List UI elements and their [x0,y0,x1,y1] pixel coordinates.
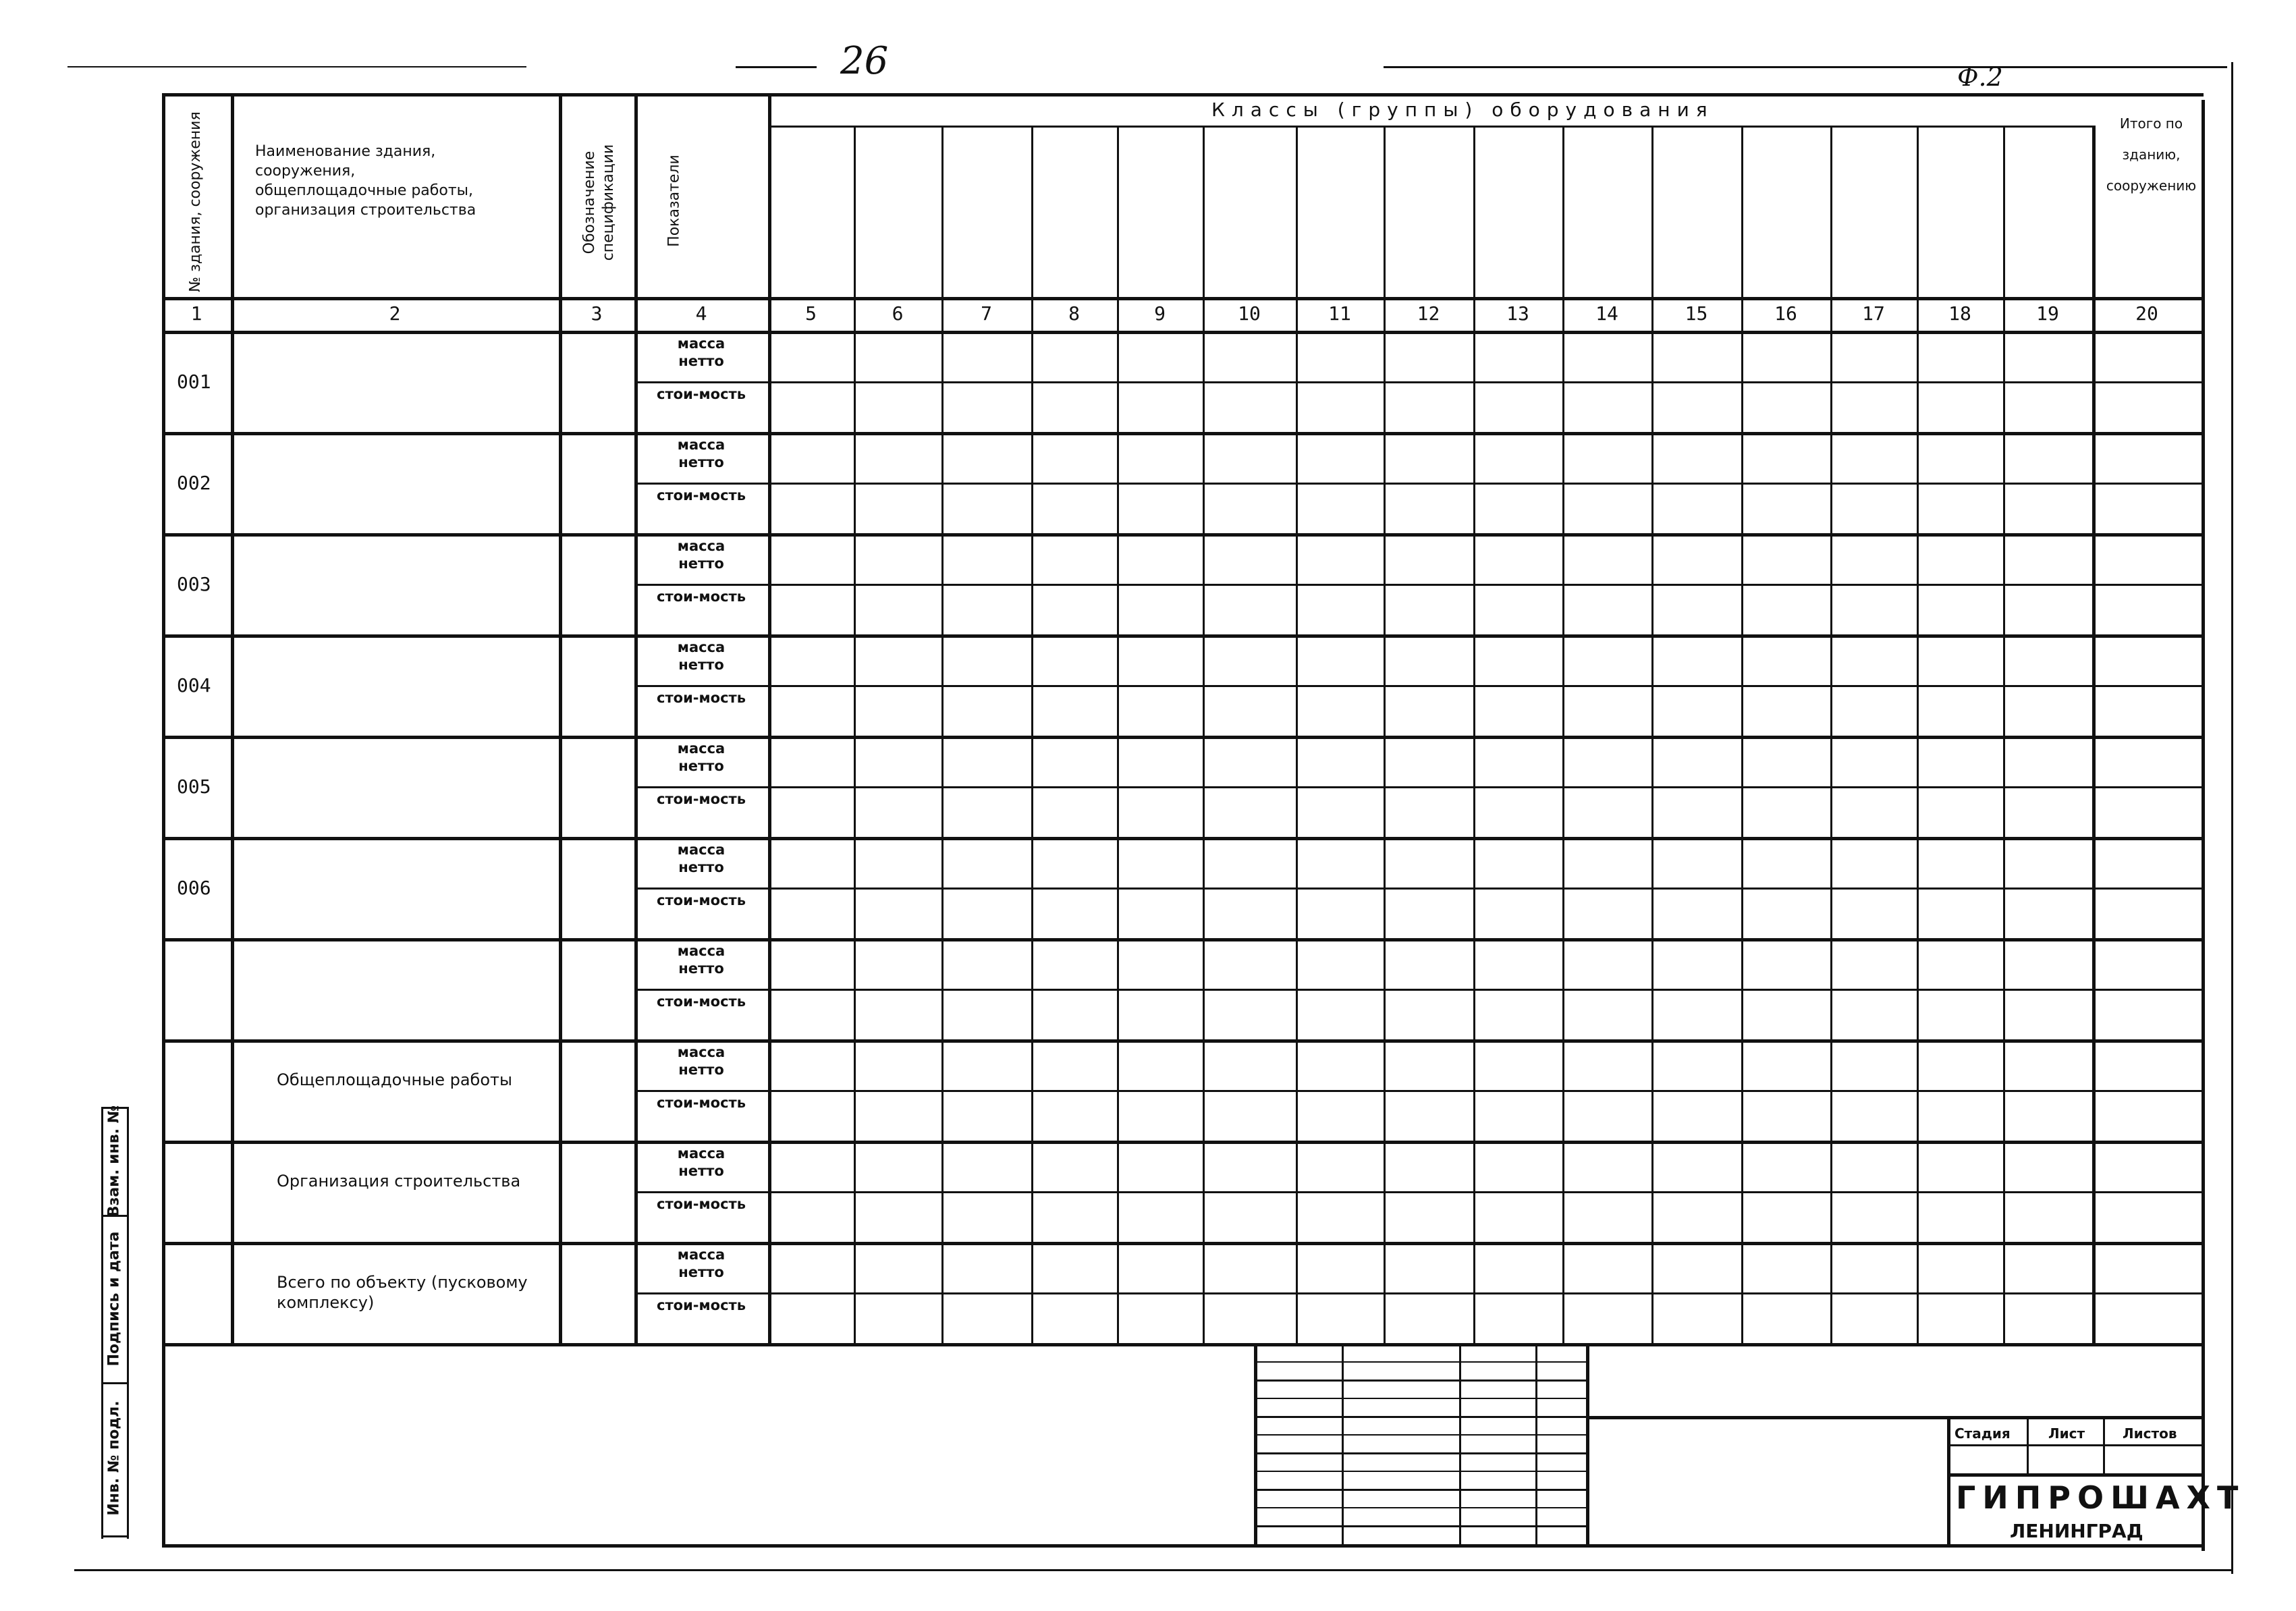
column-number: 2 [389,302,401,325]
indicator-cost: стои-мость [657,1095,746,1111]
column-number: 13 [1506,302,1529,325]
column-number: 14 [1595,302,1618,325]
stamp-row-line [1254,1525,1586,1527]
header-col3: Обозначение спецификации [581,144,617,261]
indicator-cost: стои-мость [657,993,746,1010]
column-number: 12 [1417,302,1440,325]
indicator-cost: стои-мость [657,589,746,605]
stamp-row-line [1254,1380,1586,1382]
indicator-mass: масса нетто [677,1044,726,1078]
indicator-cost: стои-мость [657,487,746,503]
stamp-row-line [1254,1416,1586,1418]
stamp-row-line [1254,1452,1586,1454]
stamp-row-line [1254,1489,1586,1491]
subrow-divider [634,989,2204,991]
column-number: 15 [1685,302,1708,325]
column-number: 16 [1774,302,1797,325]
subrow-divider [634,1090,2204,1092]
header-col4: Показатели [665,155,683,247]
column-number: 11 [1328,302,1351,325]
indicator-mass: масса нетто [677,943,726,977]
row-name: Всего по объекту (пусковому комплексу) [277,1273,528,1312]
row-divider [162,634,2204,638]
org-name: ГИПРОШАХТ [1956,1479,2245,1516]
stamp-row-line [1254,1507,1586,1508]
indicator-cost: стои-мость [657,386,746,402]
row-code: 003 [177,573,211,595]
row-divider [162,1242,2204,1245]
row-code: 002 [177,472,211,494]
column-number: 3 [591,302,603,325]
page-number: 26 [840,39,889,83]
indicator-mass: масса нетто [677,842,726,875]
indicator-mass: масса нетто [677,437,726,470]
row-divider [162,432,2204,435]
indicator-cost: стои-мость [657,1196,746,1212]
header-classes-title: Классы (группы) оборудования [1211,99,1714,121]
header-col2: Наименование здания, сооружения, общеплощадочные работы, организация строительства [255,143,476,219]
column-number: 8 [1068,302,1080,325]
subrow-divider [634,685,2204,687]
row-code: 001 [177,371,211,393]
column-number: 18 [1948,302,1971,325]
org-city: ЛЕНИНГРАД [2010,1520,2143,1542]
column-divider [559,93,562,1343]
stamp-row-line [1254,1361,1586,1363]
column-number: 20 [2135,302,2158,325]
column-number: 19 [2036,302,2059,325]
row-code: 005 [177,775,211,798]
side-stamp-inv-repl: Взам. инв. № [105,1105,123,1218]
column-number: 10 [1238,302,1261,325]
column-number: 17 [1862,302,1885,325]
subrow-divider [634,584,2204,586]
column-number: 5 [805,302,817,325]
stamp-row-line [1254,1434,1586,1436]
column-number: 6 [892,302,904,325]
row-divider [162,938,2204,941]
stamp-row-line [1254,1398,1586,1399]
subrow-divider [634,483,2204,485]
stamp-row-line [1254,1471,1586,1472]
row-code: 006 [177,877,211,899]
indicator-mass: масса нетто [677,335,726,369]
indicator-cost: стои-мость [657,791,746,807]
column-number: 4 [695,302,707,325]
subrow-divider [634,1191,2204,1193]
subrow-divider [634,1292,2204,1294]
row-divider [162,837,2204,840]
indicator-cost: стои-мость [657,1297,746,1313]
row-divider [162,736,2204,739]
indicator-mass: масса нетто [677,740,726,774]
row-divider [162,533,2204,537]
indicator-mass: масса нетто [677,1145,726,1179]
side-stamp-sign-date: Подпись и дата [105,1231,123,1367]
indicator-mass: масса нетто [677,1247,726,1280]
header-col20: Итого по зданию, сооружению [2106,115,2197,194]
corner-mark: Ф.2 [1957,62,2003,92]
column-divider [231,93,234,1343]
row-name: Общеплощадочные работы [277,1070,512,1089]
indicator-mass: масса нетто [677,538,726,572]
stage-label: Стадия [1955,1425,2011,1442]
indicator-cost: стои-мость [657,690,746,706]
header-col1: № здания, сооружения [187,111,204,292]
row-divider [162,1141,2204,1144]
subrow-divider [634,888,2204,890]
column-number: 1 [190,302,202,325]
sheet-label: Лист [2048,1425,2085,1442]
column-divider [768,93,771,1343]
column-number: 7 [981,302,992,325]
row-divider [162,1039,2204,1043]
subrow-divider [634,381,2204,383]
subrow-divider [634,786,2204,788]
row-code: 004 [177,674,211,697]
row-name: Организация строительства [277,1172,521,1191]
sheets-label: Листов [2123,1425,2177,1442]
indicator-mass: масса нетто [677,639,726,673]
side-stamp-inv-orig: Инв. № подл. [105,1400,123,1516]
indicator-cost: стои-мость [657,892,746,908]
column-number: 9 [1154,302,1166,325]
